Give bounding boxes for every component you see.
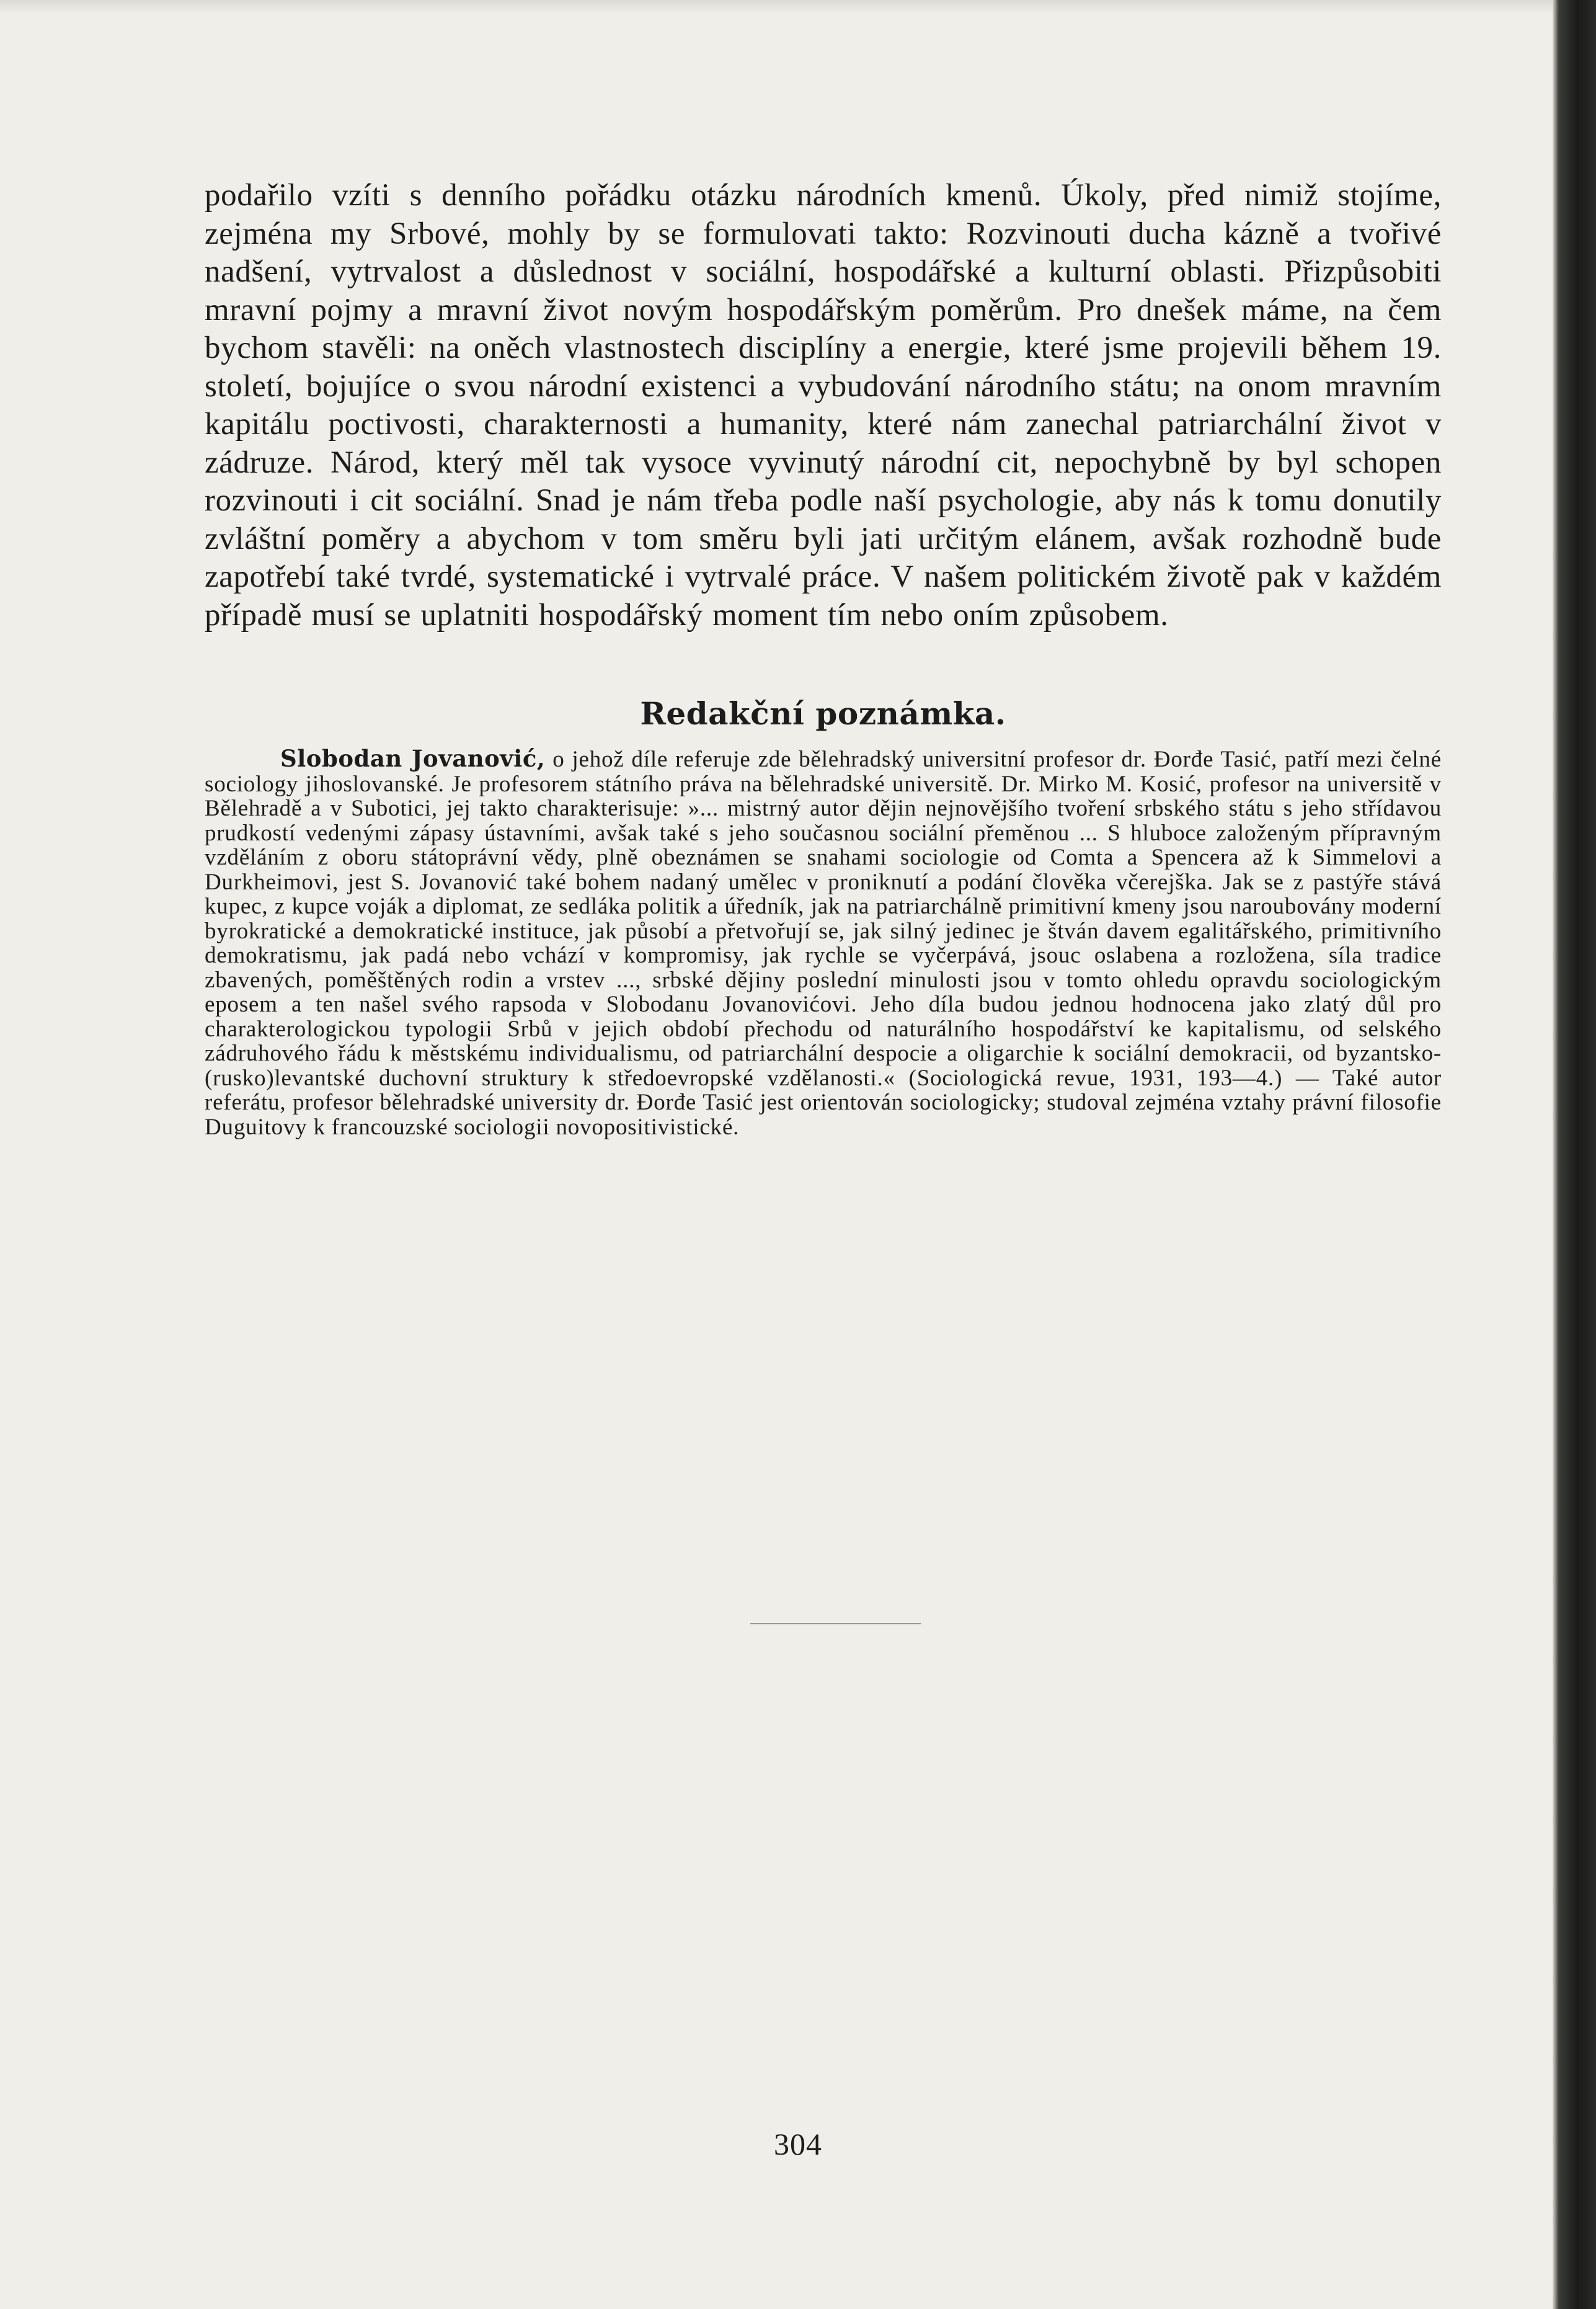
section-divider [750,1623,921,1624]
note-heading: Redakční poznámka. [640,695,1006,732]
scan-edge-right [1553,0,1596,2309]
note-paragraph [205,747,1442,1139]
scan-edge-top [0,0,1596,14]
note-text: o jehož díle referuje zde bělehradský universitní profesor dr. Đorđe Tasić, patří mezi čelné sociology jihoslovanské. Je profesorem státního práva na bělehradské universitě. Dr. Mirko M. Kosić, profesor na universitě v Bělehradě a v Subotici, jej takto charakterisuje: »... mistrný autor dějin nejnovějšího tvoření srbského státu s jeho střídavou prudkostí vedenými zápasy ústavními, avšak také s jeho současnou sociální přeměnou ... S hluboce založeným přípravným vzděláním z oboru státoprávní vědy, plně obeznámen se snahami sociologie od Comta a Spencera až k Simmelovi a Durkheimovi, jest S. Jovanović také bohem nadaný umělec v proniknutí a podání člověka včerejška. Jak se z pastýře stává kupec, z kupce voják a diplomat, ze sedláka politik a úředník, jak na patriarchálně primitivní kmeny jsou naroubovány moderní byrokratické a demokratické instituce, jak působí a přetvořují se, jak silný jedinec je štván davem egalitářského, primitivního demokratismu, jak padá nebo vchází v kompromisy, jak rychle se vyčerpává, jsouc oslabena a rozložena, síla tradice zbavených, poměštěných rodin a vrstev ..., srbské dějiny poslední minulosti jsou v tomto ohledu opravdu sociologickým eposem a ten našel svého rapsoda v Slobodanu Jovanovićovi. Jeho díla budou jednou hodnocena jako zlatý důl pro charakterologickou typologii Srbů v jejich období přechodu od naturálního hospodářství ke kapitalismu, od selského zádruhového řádu k městskému individualismu, od patriarchální despocie a oligarchie k sociální demokracii, od byzantsko-(rusko)levantské duchovní struktury k středoevropské vzdělanosti.« (Sociologická revue, 1931, 193—4.) — Také autor referátu, profesor bělehradské university dr. Đorđe Tasić jest orientován sociologicky; studoval zejména vztahy právní filosofie Duguitovy k francouzské sociologii novopositivistické. [205,747,1442,1140]
note-author-name: Slobodan Jovanović, [280,745,546,772]
main-paragraph: podařilo vzíti s denního pořádku otázku národních kmenů. Úkoly, před nimiž stojíme, zejména my Srbové, mohly by se formulovati takto: Rozvinouti ducha kázně a tvořivé nadšení, vytrvalost a důslednost v sociální, hospodářské a kulturní oblasti. Přizpůsobiti mravní pojmy a mravní život novým hospodářským poměrům. Pro dnešek máme, na čem bychom stavěli: na oněch vlastnostech disciplíny a energie, které jsme projevili během 19. století, bojujíce o svou národní existenci a vybudování národního státu; na onom mravním kapitálu poctivosti, charakternosti a humanity, které nám zanechal patriarchální život v zádruze. Národ, který měl tak vysoce vyvinutý národní cit, nepochybně by byl schopen rozvinouti i cit sociální. Snad je nám třeba podle naší psychologie, aby nás k tomu donutily zvláštní poměry a abychom v tom směru byli jati určitým elánem, avšak rozhodně bude zapotřebí také tvrdé, systematické i vytrvalé práce. V našem politickém životě pak v každém případě musí se uplatniti hospodářský moment tím nebo oním způsobem. [205,178,1442,633]
page-content [205,177,1442,1139]
page-number: 304 [774,2127,822,2161]
